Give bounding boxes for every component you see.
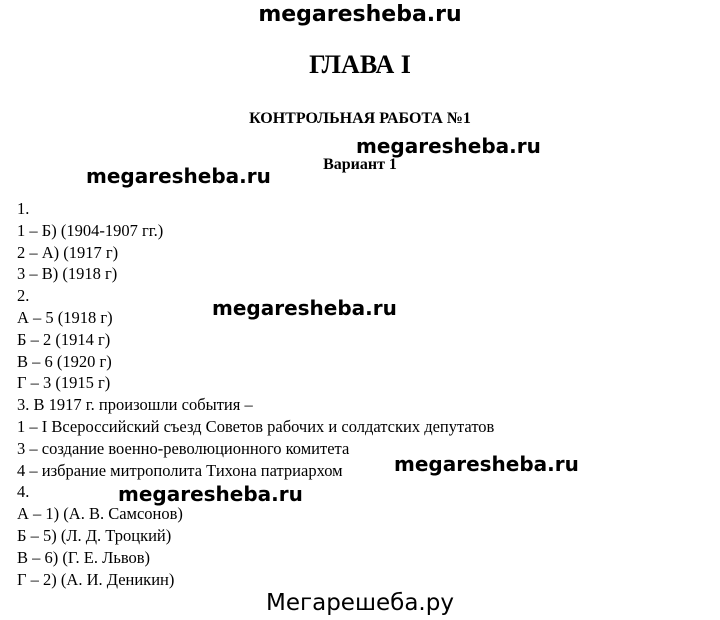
answer-line: 1 – I Всероссийский съезд Советов рабочих и солдатских депутатов (17, 416, 495, 436)
watermark: megaresheba.ru (356, 134, 541, 158)
chapter-title: ГЛАВА I (309, 50, 411, 79)
watermark-bottom: Мегарешеба.ру (266, 590, 454, 616)
answer-line: 3 – создание военно-революционного комитета (17, 438, 350, 458)
watermark-top: megaresheba.ru (258, 2, 462, 27)
answer-line: 3. В 1917 г. произошли события – (17, 395, 253, 415)
answer-line: Б – 5) (Л. Д. Троцкий) (17, 525, 172, 545)
answer-line: Г – 2) (А. И. Деникин) (17, 569, 175, 589)
answer-line: В – 6 (1920 г) (17, 351, 112, 371)
answer-line: В – 6) (Г. Е. Львов) (17, 547, 151, 567)
answer-line: 2 – А) (1917 г) (17, 242, 119, 262)
watermark: megaresheba.ru (118, 482, 303, 506)
variant-label: Вариант 1 (323, 156, 397, 173)
answer-line: Б – 2 (1914 г) (17, 329, 111, 349)
answer-line: 2. (17, 286, 30, 306)
watermark: megaresheba.ru (212, 296, 397, 320)
answer-line: Г – 3 (1915 г) (17, 373, 111, 393)
answer-line: 1 – Б) (1904-1907 гг.) (17, 220, 164, 240)
test-title: КОНТРОЛЬНАЯ РАБОТА №1 (249, 110, 471, 127)
answer-list (17, 198, 494, 590)
answer-line: А – 5 (1918 г) (17, 307, 113, 327)
answer-line: А – 1) (А. В. Самсонов) (17, 504, 183, 524)
watermark: megaresheba.ru (394, 452, 579, 476)
answer-line: 3 – В) (1918 г) (17, 264, 118, 284)
answer-line: 1. (17, 199, 30, 218)
watermark: megaresheba.ru (86, 164, 271, 188)
answer-line: 4. (17, 482, 30, 502)
answer-line: 4 – избрание митрополита Тихона патриархом (17, 460, 343, 480)
